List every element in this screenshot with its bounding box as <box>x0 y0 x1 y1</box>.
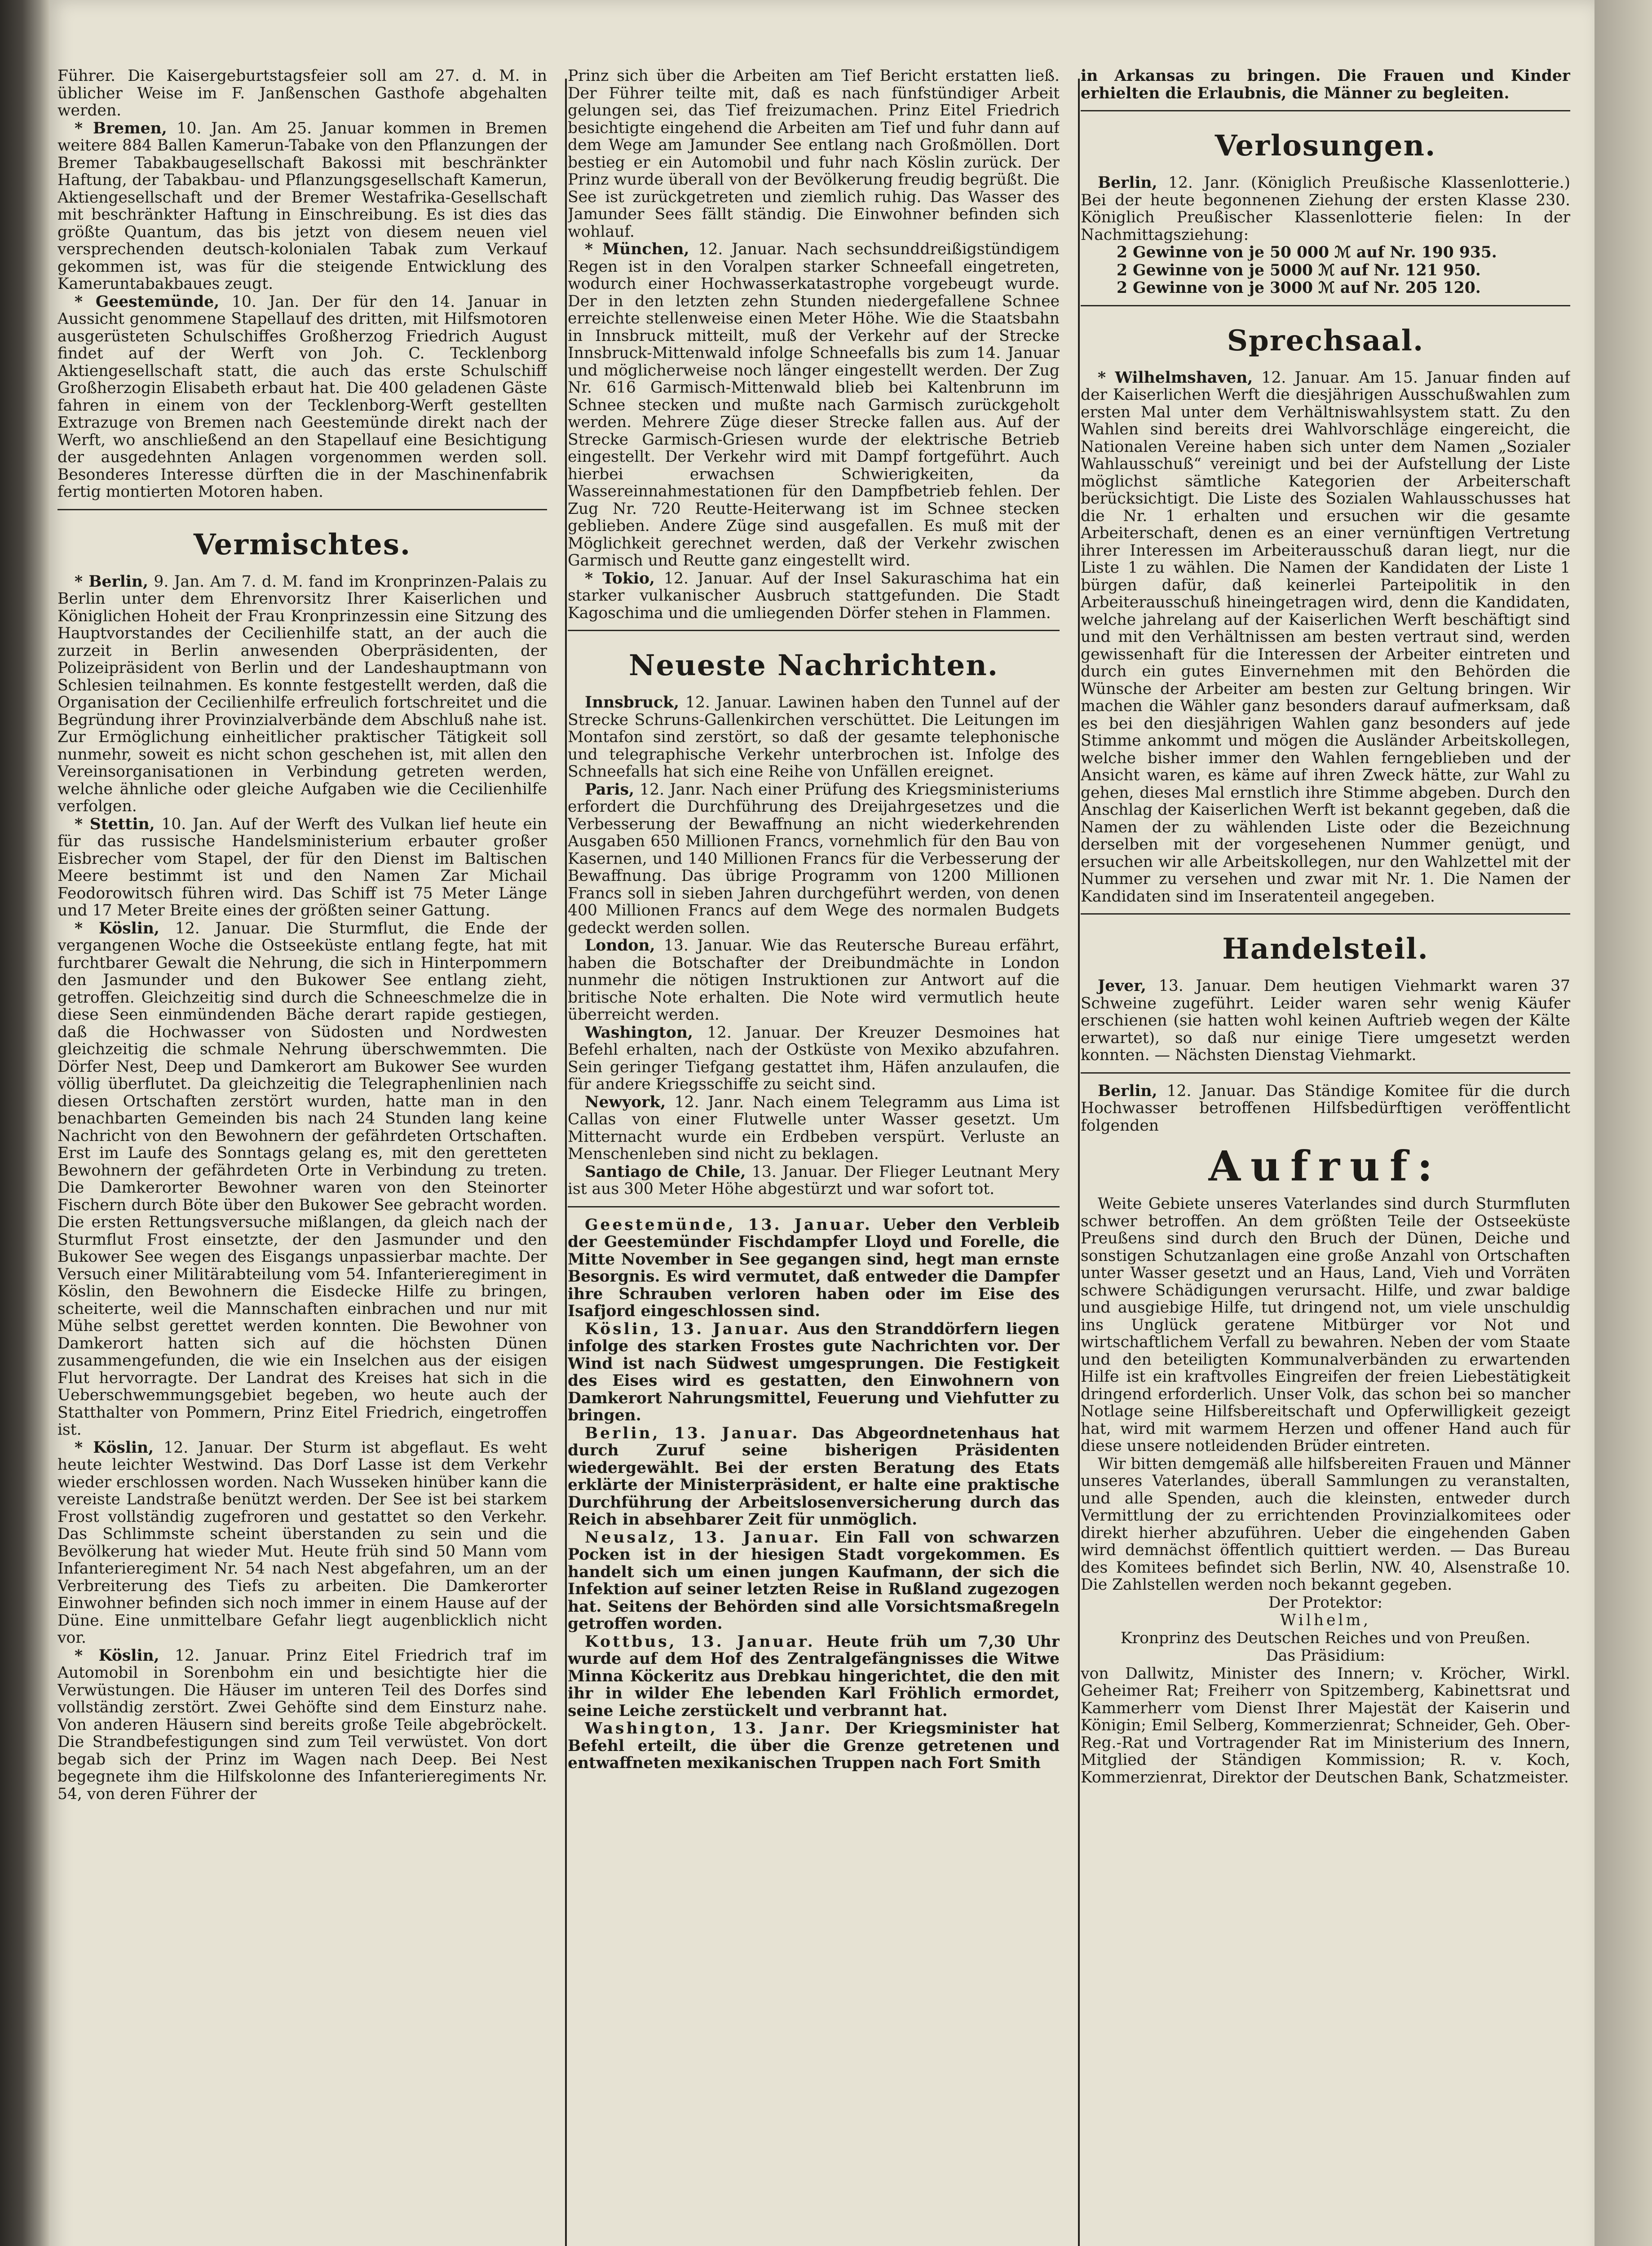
book-binding <box>0 0 49 2246</box>
page-edge <box>1595 0 1652 2246</box>
article-bremen: * Bremen, 10. Jan. Am 25. Januar kommen in Bremen weitere 884 Ballen Kamerun-Tabake von den Pflanzungen der Bremer Tabakbaugesellschaft Bakossi mit beschränkter Haftung, der Tabakbau- und Pflanzungsgesellschaft Kamerun, Aktiengesellschaft und der Bremer Westafrika-Gesellschaft mit beschränkter Haftung in Einschreibung. Es ist dies das größte Quantum, das bis jetzt von diesem neuen viel versprechenden deutsch-kolonialen Tabak zum Verkauf gekommen ist, was für die steigende Entwicklung des Kameruntabakbaues zeugt. <box>57 119 547 293</box>
article-santiago: Santiago de Chile, 13. Januar. Der Flieger Leutnant Mery ist aus 300 Meter Höhe abgestürzt und war sofort tot. <box>568 1163 1060 1198</box>
article-koeslin-2: * Köslin, 12. Januar. Der Sturm ist abgeflaut. Es weht heute leichter Westwind. Das Dorf Lasse ist dem Verkehr wieder erschlossen worden. Nach Wusseken hinüber kann die vereiste Landstraße benützt werden. Der See ist bei starkem Frost vollständig zugefroren und gestattet so den Verkehr. Das Schlimmste scheint überstanden zu sein und die Bevölkerung hat wieder Mut. Heute früh sind 50 Mann vom Infanterieregiment Nr. 54 nach Nest abgefahren, um an der Verbreiterung des Tiefs zu arbeiten. Die Damkerorter Einwohner befinden sich noch immer in einem Hause auf der Düne. Eine unmittelbare Gefahr liegt augenblicklich nicht vor. <box>57 1438 547 1647</box>
article-stettin: * Stettin, 10. Jan. Auf der Werft des Vulkan lief heute ein für das russische Handelsministerium erbauter großer Eisbrecher vom Stapel, der für den Dienst im Baltischen Meere bestimmt ist und den Namen Zar Michail Feodorowitsch führen wird. Das Schiff ist 75 Meter Länge und 17 Meter Breite eines der größten seiner Gattung. <box>57 815 547 920</box>
telegram-berlin: Berlin, 13. Januar. Das Abgeordnetenhaus hat durch Zuruf seine bisherigen Präsidenten wiedergewählt. Bei der ersten Beratung des Etats erklärte der Ministerpräsident, er halte eine praktische Durchführung der Arbeitslosenversicherung durch das Reich in absehbarer Zeit für unmöglich. <box>568 1424 1060 1529</box>
section-divider <box>1081 110 1570 111</box>
article-berlin: * Berlin, 9. Jan. Am 7. d. M. fand im Kronprinzen-Palais zu Berlin unter dem Ehrenvorsitz Ihrer Kaiserlichen und Königlichen Hoheit der Frau Kronprinzessin eine Sitzung des Hauptvorstandes der Cecilienhilfe statt, an der auch die zurzeit in Berlin anwesenden Oberpräsidenten, der Polizeipräsident von Berlin und der Landeshauptmann von Schlesien teilnahmen. Es konnte festgestellt werden, daß die Organisation der Cecilienhilfe erfreulich fortschreitet und die Begründung ihrer Provinzialverbände dem Abschluß nahe ist. Zur Ermöglichung einheitlicher praktischer Tätigkeit soll nunmehr, soweit es nicht schon geschehen ist, mit allen den Vereinsorganisationen in Verbindung getreten werden, welche ähnliche oder gleiche Aufgaben wie die Cecilienhilfe verfolgen. <box>57 572 547 815</box>
article-london: London, 13. Januar. Wie das Reutersche Bureau erfährt, haben die Botschafter der Dreibundmächte in London nunmehr die nötigen Instruktionen zur Antwort auf die britische Note erhalten. Die Note wird vermutlich heute überreicht werden. <box>568 937 1060 1024</box>
appeal-paragraph: Wir bitten demgemäß alle hilfsbereiten Frauen und Männer unseres Vaterlandes, überall Sammlungen zu veranstalten, und alle Spenden, auch die kleinsten, entweder durch Vermittlung der zu errichtenden Provinzialkomitees oder direkt hierher abzuführen. Ueber die eingehenden Gaben wird demnächst öffentlich quittiert werden. — Das Bureau des Komitees befindet sich Berlin, NW. 40, Alsenstraße 10. Die Zahlstellen werden noch bekannt gegeben. <box>1081 1455 1570 1594</box>
section-divider <box>57 509 547 510</box>
article-geestemuende: * Geestemünde, 10. Jan. Der für den 14. Januar in Aussicht genommene Stapellauf des dritten, mit Hilfsmotoren ausgerüsteten Schulschiffes Großherzog Friedrich August findet auf der Werft von Joh. C. Tecklenborg Aktiengesellschaft statt, die auch das erste Schulschiff Großherzogin Elisabeth erbaut hat. Die 400 geladenen Gäste fahren in einem von der Tecklenborg-Werft gestellten Extrazuge von Bremen nach Geestemünde direkt nach der Werft, wo anschließend an den Stapellauf eine Besichtigung der ausgedehnten Anlagen vorgenommen werden soll. Besonderes Interesse dürften die in der Maschinenfabrik fertig montierten Motoren haben. <box>57 292 547 501</box>
lottery-draw: 2 Gewinne von je 5000 ℳ auf Nr. 121 950. <box>1117 261 1481 279</box>
article-jever: Jever, 13. Januar. Dem heutigen Viehmarkt waren 37 Schweine zugeführt. Leider waren sehr wenig Käufer erschienen (sie hatten wohl keinen Auftrieb wegen der Kälte erwartet), so daß nur einige Tiere umgesetzt werden konnten. — Nächsten Dienstag Viehmarkt. <box>1081 977 1570 1064</box>
heading-handelsteil: Handelsteil. <box>1222 932 1429 966</box>
telegram-kottbus: Kottbus, 13. Januar. Heute früh um 7,30 Uhr wurde auf dem Hof des Zentralgefängnisses die Witwe Minna Köckeritz aus Drebkau hingerichtet, die den mit ihr in wilder Ehe lebenden Karl Fröhlich ermordet, seine Leiche zerstückelt und verbrannt hat. <box>568 1632 1060 1720</box>
heading-verlosungen: Verlosungen. <box>1215 129 1436 163</box>
column-rule <box>565 79 567 2246</box>
article-muenchen: * München, 12. Januar. Nach sechsunddreißigstündigem Regen ist in den Voralpen starker Schneefall eingetreten, wodurch einer Hochwasserkatastrophe vorgebeugt wurde. Der in den letzten zehn Stunden niedergefallene Schnee erreichte stellenweise einen Meter Höhe. Wie die Staatsbahn in Innsbruck mitteilt, muß der Verkehr auf der Strecke Innsbruck-Mittenwald infolge Schneefalls bis zum 14. Januar und möglicherweise noch länger eingestellt werden. Der Zug Nr. 616 Garmisch-Mittenwald blieb bei Kaltenbrunn im Schnee stecken und mußte nach Garmisch zurückgeholt werden. Mehrere Züge dieser Strecke fallen aus. Auf der Strecke Garmisch-Griesen wurde der elektrische Betrieb eingestellt. Der Verkehr wird mit Dampf fortgeführt. Auch hierbei erwachsen Schwierigkeiten, da Wassereinnahmestationen für den Dampfbetrieb fehlen. Der Zug Nr. 720 Reutte-Heiterwang ist im Schnee stecken geblieben. Andere Züge sind ausgefallen. Es muß mit der Möglichkeit gerechnet werden, daß der Verkehr zwischen Garmisch und Reutte ganz eingestellt wird. <box>568 240 1060 570</box>
article-tokio: * Tokio, 12. Januar. Auf der Insel Sakuraschima hat ein starker vulkanischer Ausbruch stattgefunden. Die Stadt Kagoschima und die umliegenden Dörfer stehen in Flammen. <box>568 569 1060 622</box>
column-rule <box>1078 79 1080 2246</box>
telegram-geestemuende: Geestemünde, 13. Januar. Ueber den Verbleib der Geestemünder Fischdampfer Lloyd und Forelle, die Mitte November in See gegangen sind, hegt man ernste Besorgnis. Es wird vermutet, daß entweder die Dampfer ihre Schrauben verloren haben oder im Eise des Isafjord eingeschlossen sind. <box>568 1216 1060 1320</box>
section-divider <box>1081 1072 1570 1074</box>
section-divider <box>1081 913 1570 915</box>
heading-neueste-nachrichten: Neueste Nachrichten. <box>628 649 999 682</box>
telegram-neusalz: Neusalz, 13. Januar. Ein Fall von schwarzen Pocken ist in der hiesigen Stadt vorgekommen. Es handelt sich um einen jungen Kaufmann, der sich die Infektion auf seiner letzten Reise in Rußland zugezogen hat. Seitens der Behörden sind alle Vorsichtsmaßregeln getroffen worden. <box>568 1528 1060 1633</box>
protector-name: Wilhelm, <box>1280 1611 1371 1629</box>
article-koeslin-3: * Köslin, 12. Januar. Prinz Eitel Friedrich traf im Automobil in Sorenbohm ein und besichtigte hier die Verwüstungen. Die Häuser im unteren Teil des Dorfes sind vollständig zerstört. Zwei Gehöfte sind dem Einsturz nahe. Von anderen Häusern sind bereits große Teile abgebröckelt. Die Strandbefestigungen sind zum Teil verwüstet. Von dort begab sich der Prinz im Wagen nach Deep. Bei Nest begegnete ihm die Hilfskolonne des Infanterieregiments Nr. 54, von deren Führer der <box>57 1646 547 1803</box>
heading-vermischtes: Vermischtes. <box>193 527 411 562</box>
section-divider <box>568 1206 1060 1207</box>
article-washington: Washington, 12. Januar. Der Kreuzer Desmoines hat Befehl erhalten, nach der Ostküste von Mexiko abzufahren. Sein geringer Tiefgang gestattet ihm, Häfen anzulaufen, die für andere Kriegsschiffe zu seicht sind. <box>568 1023 1060 1093</box>
article-koeslin-1: * Köslin, 12. Januar. Die Sturmflut, die Ende der vergangenen Woche die Ostseeküste entlang fegte, hat mit furchtbarer Gewalt die Nehrung, die sich in Hinterpommern den Jasmunder und den Bukower See entlang zieht, getroffen. Gleichzeitig sind durch die Schneeschmelze die in diese Seen einmündenden Bäche derart rapide gestiegen, daß die Hochwasser von Südosten und Nordwesten gleichzeitig die schmale Nehrung überschwemmten. Die Dörfer Nest, Deep und Damkerort am Bukower See wurden völlig überflutet. Da gleichzeitig die Telegraphenlinien nach diesen Ortschaften zerstört wurden, hatte man in den benachbarten Gemeinden bis nach 24 Stunden lang keine Nachricht von den Bewohnern der gefährdeten Ortschaften. Erst im Laufe des Sonntags gelang es, mit den geretteten Bewohnern der gefährdeten Orte in Verbindung zu treten. Die Damkerorter Bewohner waren von den Steinorter Fischern durch Böte über den Bukower See gebracht worden. Die ersten Rettungsversuche mißlangen, da gleich nach der Sturmflut Frost einsetzte, der den Jasmunder und den Bukower See wegen des Eisgangs unpassierbar machte. Der Versuch einer Militärabteilung vom 54. Infanterieregiment in Köslin, den Bewohnern die Eisdecke Hilfe zu bringen, scheiterte, weil die Mannschaften einbrachen und nur mit Mühe selbst gerettet werden konnten. Die Bewohner von Damkerort hatten sich auf die höchsten Dünen zusammengefunden, die wie ein Inselchen aus der eisigen Flut hervorragte. Der Landrat des Kreises hat sich in die Ueberschwemmungsgebiet begeben, wo heute auch der Statthalter von Pommern, Prinz Eitel Friedrich, eingetroffen ist. <box>57 919 547 1439</box>
lottery-draw: 2 Gewinne von je 3000 ℳ auf Nr. 205 120. <box>1117 279 1481 297</box>
article-continuation: Führer. Die Kaisergeburtstagsfeier soll am 27. d. M. in üblicher Weise im F. Janßenschen Gasthofe abgehalten werden. <box>57 67 547 119</box>
column-right <box>1081 67 1570 2246</box>
heading-sprechsaal: Sprechsaal. <box>1227 323 1424 358</box>
column-middle <box>568 67 1060 2246</box>
article-paris: Paris, 12. Janr. Nach einer Prüfung des Kriegsministeriums erfordert die Durchführung des Dreijahrgesetzes und die Verbesserung der Bewaffnung an nicht wiederkehrenden Ausgaben 650 Millionen Francs, vornehmlich für den Bau von Kasernen, und 140 Millionen Francs für die Verbesserung der Bewaffnung. Das übrige Programm von 1200 Millionen Francs soll in sieben Jahren durchgeführt werden, von denen 400 Millionen Francs auf dem Wege des normalen Budgets gedeckt werden sollen. <box>568 780 1060 937</box>
newspaper-page <box>49 0 1595 2246</box>
appeal-paragraph: Weite Gebiete unseres Vaterlandes sind durch Sturmfluten schwer betroffen. An dem größten Teile der Ostseeküste Preußens sind durch den Bruch der Dünen, Deiche und sonstigen Schutzanlagen eine große Anzahl von Ortschaften unter Wasser gesetzt und an Haus, Land, Vieh und Vorräten schwere Schädigungen verursacht. Hilfe, und zwar baldige und ausgiebige Hilfe, tut dringend not, um viele unschuldig ins Unglück geratene Mitbürger vor Not und wirtschaftlichem Verfall zu bewahren. Neben der vom Staate und den beteiligten Kommunalverbänden zu erwartenden Hilfe ist ein kraftvolles Eingreifen der freien Liebestätigkeit dringend erforderlich. Unser Volk, das schon bei so mancher Notlage seine Hilfsbereitschaft und Opferwilligkeit gezeigt hat, wird mit warmem Herzen und offener Hand auch für diese unsere notleidenden Brüder eintreten. <box>1081 1195 1570 1455</box>
presidium-members: von Dallwitz, Minister des Innern; v. Kröcher, Wirkl. Geheimer Rat; Freiherr von Spitzemberg, Kabinettsrat und Kammerherr vom Dienst Ihrer Majestät der Kaiserin und Königin; Emil Selberg, Kommerzienrat; Schneider, Geh. Ober-Reg.-Rat und Vortragender Rat im Ministerium des Innern, Mitglied der Ständigen Kommission; R. v. Koch, Kommerzienrat, Direktor der Deutschen Bank, Schatzmeister. <box>1081 1664 1570 1786</box>
telegram-washington: Washington, 13. Janr. Der Kriegsminister hat Befehl erteilt, die über die Grenze getretenen und entwaffneten mexikanischen Truppen nach Fort Smith <box>568 1720 1060 1772</box>
article-wilhelmshaven: * Wilhelmshaven, 12. Januar. Am 15. Januar finden auf der Kaiserlichen Werft die diesjährigen Ausschußwahlen zum ersten Mal unter dem Verhältniswahlsystem statt. Zu den Wahlen sind bereits drei Wahlvorschläge eingereicht, die Nationalen Vereine haben sich unter dem Namen „Sozialer Wahlausschuß“ vereinigt und bei der Aufstellung der Liste möglichst sämtliche Kategorien der Arbeiterschaft berücksichtigt. Die Liste des Sozialen Wahlausschusses hat die Nr. 1 erhalten und ersuchen wir die gesamte Arbeiterschaft, denen es an einer vernünftigen Vertretung ihrer Interessen im Arbeiterausschuß daran liegt, nur die Liste 1 zu wählen. Die Namen der Kandidaten der Liste 1 bürgen dafür, daß keinerlei Parteipolitik in den Arbeiterausschuß hineingetragen wird, denn die Kandidaten, welche jahrelang auf der Kaiserlichen Werft beschäftigt sind und mit den Verhältnissen am besten vertraut sind, werden gewissenhaft für die Interessen der Arbeiter eintreten und durch ein gutes Einvernehmen mit den Behörden die Wünsche der Arbeiter am besten zur Geltung bringen. Wir machen die Wähler ganz besonders darauf aufmerksam, daß es bei den diesjährigen Wahlen ganz besonders auf jede Stimme ankommt und mögen die Ausländer Arbeitskollegen, welche bisher immer den Wahlen ferngeblieben und der Ansicht waren, es käme auf ihren Zweck hätte, zur Wahl zu gehen, dieses Mal ernstlich ihre Stimme abgeben. Durch den Anschlag der Kaiserlichen Werft ist bekannt gegeben, daß die Namen der zu wählenden Liste oder die Bezeichnung derselben mit der vorgesehenen Nummer genügt, und ersuchen wir alle Arbeitskollegen, nur den Wahlzettel mit der Nummer zu versehen und zwar mit Nr. 1. Die Namen der Kandidaten sind im Inseratenteil angegeben. <box>1081 368 1570 906</box>
article-newyork: Newyork, 12. Janr. Nach einem Telegramm aus Lima ist Callas von einer Flutwelle unter Wasser gesetzt. Um Mitternacht wurde ein Erdbeben verspürt. Verluste an Menschenleben sind nicht zu beklagen. <box>568 1093 1060 1163</box>
article-lotterie: Berlin, 12. Janr. (Königlich Preußische Klassenlotterie.) Bei der heute begonnenen Ziehung der ersten Klasse 230. Königlich Preußischer Klassenlotterie fielen: In der Nachmittagsziehung: <box>1081 174 1570 244</box>
telegram-koeslin: Köslin, 13. Januar. Aus den Stranddörfern liegen infolge des starken Frostes gute Nachrichten vor. Der Wind ist nach Südwest umgesprungen. Die Festigkeit des Eises wird es gestatten, den Einwohnern von Damkerort Nahrungsmittel, Feuerung und Viehfutter zu bringen. <box>568 1320 1060 1424</box>
protector-title: Kronprinz des Deutschen Reiches und von Preußen. <box>1120 1629 1531 1647</box>
section-divider <box>568 630 1060 631</box>
heading-aufruf: Aufruf: <box>1208 1142 1443 1190</box>
section-divider <box>1081 305 1570 306</box>
lottery-draw: 2 Gewinne von je 50 000 ℳ auf Nr. 190 935. <box>1117 243 1497 261</box>
article-continuation: Prinz sich über die Arbeiten am Tief Bericht erstatten ließ. Der Führer teilte mit, daß es nach fünfstündiger Arbeit gelungen sei, das Tief freizumachen. Prinz Eitel Friedrich besichtigte eingehend die Arbeiten am Tief und fuhr dann auf dem Wege am Jamunder See entlang nach Großmöllen. Dort bestieg er ein Automobil und fuhr nach Köslin zurück. Der Prinz wurde überall von der Bevölkerung freudig begrüßt. Die See ist zurückgetreten und ziemlich ruhig. Das Wasser des Jamunder Sees fällt ständig. Die Einwohner befinden sich wohlauf. <box>568 67 1060 241</box>
protector-label: Der Protektor: <box>1268 1593 1383 1612</box>
article-komitee: Berlin, 12. Januar. Das Ständige Komitee für die durch Hochwasser betroffenen Hilfsbedürftigen veröffentlicht folgenden <box>1081 1082 1570 1135</box>
presidium-label: Das Präsidium: <box>1266 1647 1385 1665</box>
column-left <box>57 67 547 2246</box>
article-innsbruck: Innsbruck, 12. Januar. Lawinen haben den Tunnel auf der Strecke Schruns-Gallenkirchen verschüttet. Die Leitungen im Montafon sind zerstört, so daß der gesamte telephonische und telegraphische Verkehr unterbrochen ist. Infolge des Schneefalls hat sich eine Reihe von Unfällen ereignet. <box>568 694 1060 781</box>
article-continuation: in Arkansas zu bringen. Die Frauen und Kinder erhielten die Erlaubnis, die Männer zu begleiten. <box>1081 67 1570 102</box>
